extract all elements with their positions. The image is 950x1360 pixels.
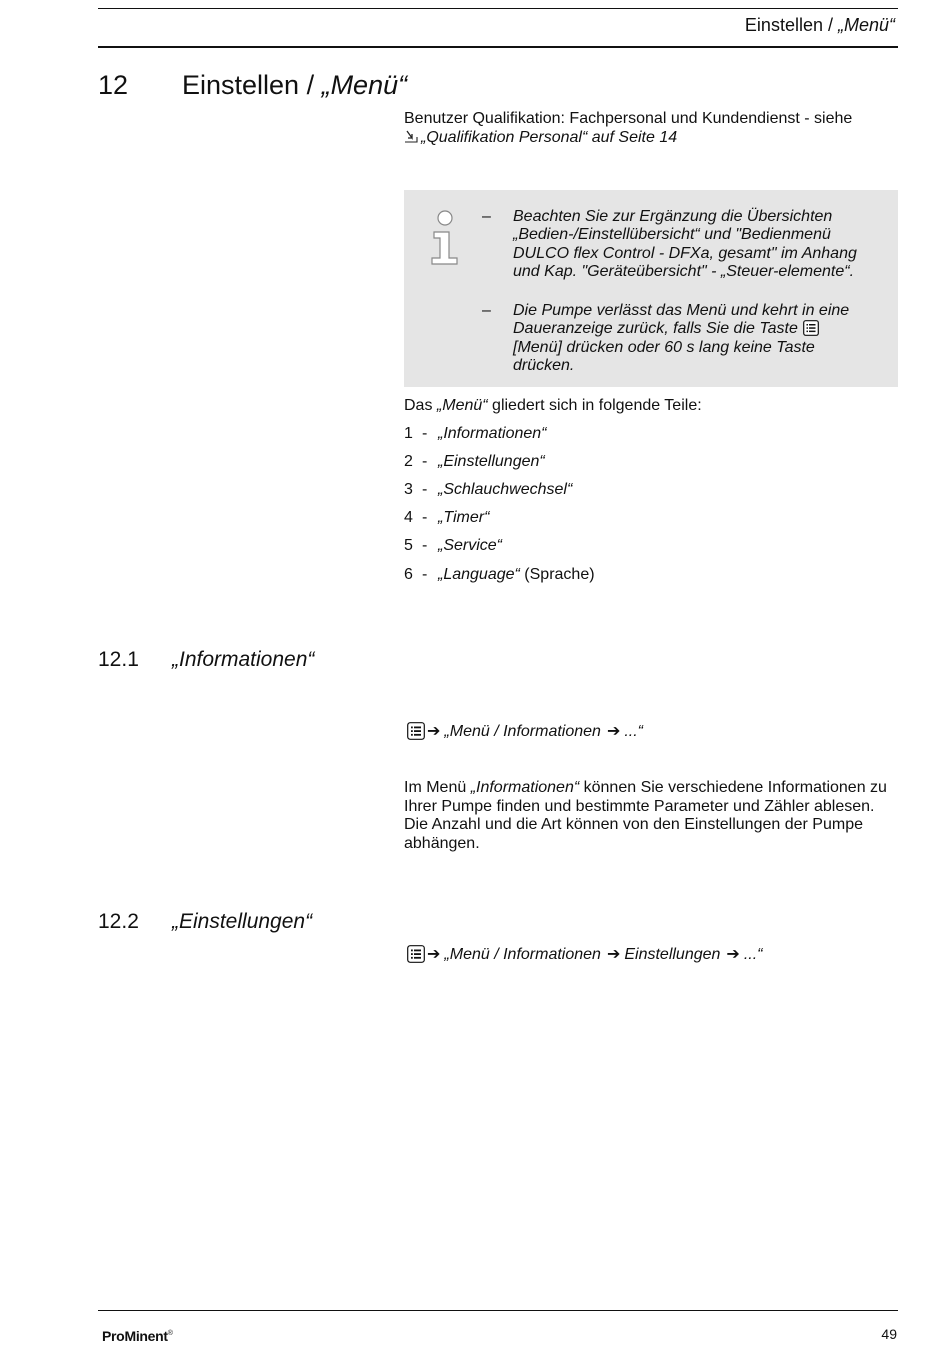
arrow-right-icon: ➔: [726, 946, 740, 963]
qualification-link[interactable]: „Qualifikation Personal“ auf Seite 14: [404, 129, 884, 148]
menu-key-icon: [407, 722, 425, 740]
note-item-text: Die Pumpe verlässt das Menü und kehrt in eine Daueranzeige zurück, falls Sie die Taste [Menü] drücken oder 60 s lang keine Taste drücken.: [513, 302, 850, 374]
menu-path: ➔ „Menü / Informationen ➔ Einstellungen ➔ ...“: [407, 944, 763, 964]
header-top-rule: [98, 8, 898, 9]
prominent-logo: ProMinent®: [102, 1328, 173, 1344]
menu-list-item: 4 - „Timer“: [404, 509, 490, 526]
arrow-right-icon: ➔: [427, 723, 441, 740]
menu-key-icon: [803, 320, 819, 336]
section-title: „Einstellungen“: [172, 910, 313, 933]
menu-list-item: 5 - „Service“: [404, 537, 503, 554]
menu-list-item: 2 - „Einstellungen“: [404, 453, 545, 470]
menu-list-item: 1 - „Informationen“: [404, 425, 547, 442]
menu-key-icon: [407, 945, 425, 963]
informationen-paragraph: Im Menü „Informationen“ können Sie verschiedene Informationen zu Ihrer Pumpe finden und bestimmte Parameter und Zähler ablesen. Die Anzahl und die Art können von den Einstellungen der Pumpe abhängen.: [404, 779, 887, 852]
info-icon: [428, 208, 462, 268]
qualification-note: [404, 110, 884, 147]
menu-intro: Das „Menü“ gliedert sich in folgende Teile:: [404, 397, 702, 414]
qualification-text: Benutzer Qualifikation: Fachpersonal und Kundendienst - siehe: [404, 110, 853, 127]
section-title: „Informationen“: [172, 648, 315, 671]
menu-path: ➔ „Menü / Informationen ➔ ...“: [407, 721, 643, 741]
footer-rule: [98, 1310, 898, 1311]
chapter-number: 12: [98, 70, 129, 100]
menu-list-item: 6 - „Language“ (Sprache): [404, 566, 595, 583]
section-number: 12.2: [98, 910, 139, 933]
page-number: 49: [881, 1326, 897, 1342]
arrow-right-icon: ➔: [606, 723, 621, 740]
header-bottom-rule: [98, 46, 898, 48]
menu-list-item: 3 - „Schlauchwechsel“: [404, 481, 573, 498]
cross-reference-icon: [404, 130, 418, 143]
running-header: Einstellen / „Menü“: [744, 15, 895, 35]
arrow-right-icon: ➔: [606, 946, 621, 963]
arrow-right-icon: ➔: [427, 946, 441, 963]
info-note-box: – Beachten Sie zur Ergänzung die Übersichten „Bedien-/Einstellübersicht“ und "Bedienmenü DULCO flex Control - DFXa, gesamt" im Anhang und Kap. "Geräteübersicht" - „Steuer-elemente“. – Die Pumpe verlässt das Menü und kehrt in eine Daueranzeige zurück, falls Sie die Taste [Menü] drücken oder 60 s lang keine Taste drücken.: [404, 190, 898, 387]
note-item-text: Beachten Sie zur Ergänzung die Übersichten „Bedien-/Einstellübersicht“ und "Bedienmenü DULCO flex Control - DFXa, gesamt" im Anhang und Kap. "Geräteübersicht" - „Steuer-elemente“.: [513, 208, 857, 280]
section-number: 12.1: [98, 648, 139, 671]
chapter-title: Einstellen / „Menü“: [182, 70, 408, 100]
